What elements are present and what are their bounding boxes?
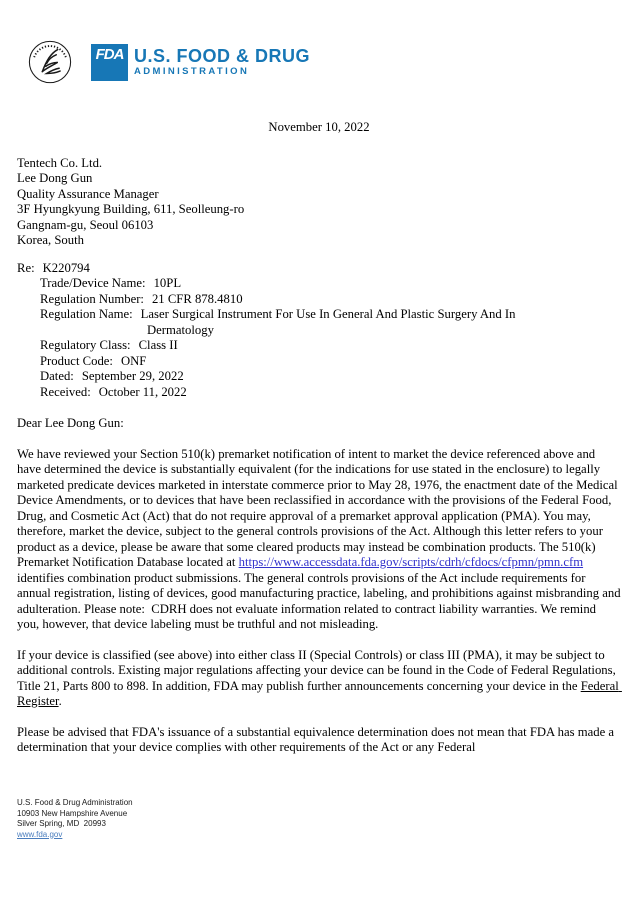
fda-gov-link[interactable]: www.fda.gov — [17, 829, 63, 839]
k-number: K220794 — [42, 260, 90, 275]
page-footer — [17, 798, 133, 840]
regulation-name-row — [40, 307, 621, 338]
dated-row — [40, 369, 621, 385]
re-label: Re: — [17, 260, 35, 275]
recipient-country: Korea, South — [17, 233, 84, 247]
paragraph-3: Please be advised that FDA's issuance of a substantial equivalence determination does not mean that FDA has made a determination that your device complies with other requirements of the Act or any Federal — [17, 724, 618, 754]
row-label: Regulation Number: — [40, 291, 144, 306]
hhs-seal-icon — [27, 38, 73, 86]
fda-logo-icon — [91, 44, 128, 81]
row-value: ONF — [120, 353, 147, 368]
agency-name-line2: ADMINISTRATION — [134, 65, 250, 77]
row-label: Regulation Name: — [40, 307, 133, 321]
row-value: 10PL — [153, 276, 182, 290]
footer-agency: U.S. Food & Drug Administration — [17, 798, 133, 807]
row-label: Regulatory Class: — [40, 338, 131, 352]
row-label: Received: — [40, 384, 91, 399]
paragraph-2-text-b: . — [58, 694, 62, 708]
recipient-title: Quality Assurance Manager — [17, 186, 159, 201]
row-label: Product Code: — [40, 353, 113, 368]
row-value: Laser Surgical Instrument For Use In General And Plastic Surgery And In — [140, 307, 516, 321]
salutation: Dear Lee Dong Gun: — [17, 416, 124, 430]
letter-content — [17, 120, 624, 756]
letter-date: November 10, 2022 — [268, 120, 370, 134]
fda-logo-acronym: FDA — [95, 45, 124, 63]
paragraph-1-text-a: We have reviewed your Section 510(k) premarket notification of intent to market the device referenced above and have determined the device is substantially equivalent (for the indications for use stated in the enclosure) to legally marketed predicate devices marketed in interstate commerce prior to May 28, 1976, the enactment date of the Medical Device Amendments, or to devices that have been reclassified in accordance with the provisions of the Federal Food, Drug, and Cosmetic Act (Act) that do not require approval of a premarket approval application (PMA). You may, therefore, market the device, subject to the general controls provisions of the Act. Although this letter refers to your product as a device, please be aware that some cleared products may instead be combination products. The 510(k) Premarket Notification Database located at — [17, 446, 621, 569]
row-value: October 11, 2022 — [98, 384, 187, 399]
paragraph-2 — [17, 648, 621, 710]
pmn-database-link[interactable]: https://www.accessdata.fda.gov/scripts/cdrh/cfdocs/cfpmn/pmn.cfm — [238, 555, 584, 569]
footer-street: 10903 New Hampshire Avenue — [17, 808, 128, 818]
regulatory-class-row — [40, 338, 621, 354]
paragraph-1 — [17, 446, 624, 633]
re-number-line — [17, 261, 621, 277]
product-code-row — [40, 354, 621, 370]
paragraph-1-text-b: identifies combination product submissions. The general controls provisions of the Act include requirements for annual registration, listing of devices, good manufacturing practice, labeling, and prohibitions against misbranding and adulteration. Please note: CDRH does not evaluate information related to contract liability warranties. We remind you, however, that device labeling must be truthful and not misleading. — [17, 555, 624, 631]
federal-register-underlined-text: Federal Register — [17, 678, 622, 708]
trade-device-name-row — [40, 276, 621, 292]
row-label: Trade/Device Name: — [40, 276, 146, 290]
received-row — [40, 385, 621, 401]
agency-name-line1: U.S. FOOD & DRUG — [134, 45, 311, 66]
re-detail-rows — [40, 276, 621, 400]
row-label: Dated: — [40, 369, 74, 383]
regulation-number-row — [40, 292, 621, 308]
row-value: September 29, 2022 — [81, 369, 184, 383]
footer-city: Silver Spring, MD 20993 — [17, 819, 106, 828]
re-section — [17, 261, 621, 401]
header-logo-row — [27, 38, 310, 86]
regulation-name-wrap: Dermatology — [147, 322, 214, 337]
recipient-city: Gangnam-gu, Seoul 06103 — [17, 217, 154, 232]
paragraph-2-text-a: If your device is classified (see above) into either class II (Special Controls) or class III (PMA), it may be subject to additional controls. Existing major regulations affecting your device can be found in the Code of Federal Regulations, Title 21, Parts 800 to 898. In addition, FDA may publish further announcements concerning your device in the — [17, 647, 619, 693]
row-value: 21 CFR 878.4810 — [151, 291, 243, 306]
recipient-address — [17, 156, 621, 249]
agency-name — [134, 47, 310, 78]
recipient-name: Lee Dong Gun — [17, 171, 93, 185]
row-value: Class II — [138, 338, 178, 352]
recipient-street: 3F Hyungkyung Building, 611, Seolleung-ro — [17, 202, 245, 216]
recipient-company: Tentech Co. Ltd. — [17, 155, 103, 170]
